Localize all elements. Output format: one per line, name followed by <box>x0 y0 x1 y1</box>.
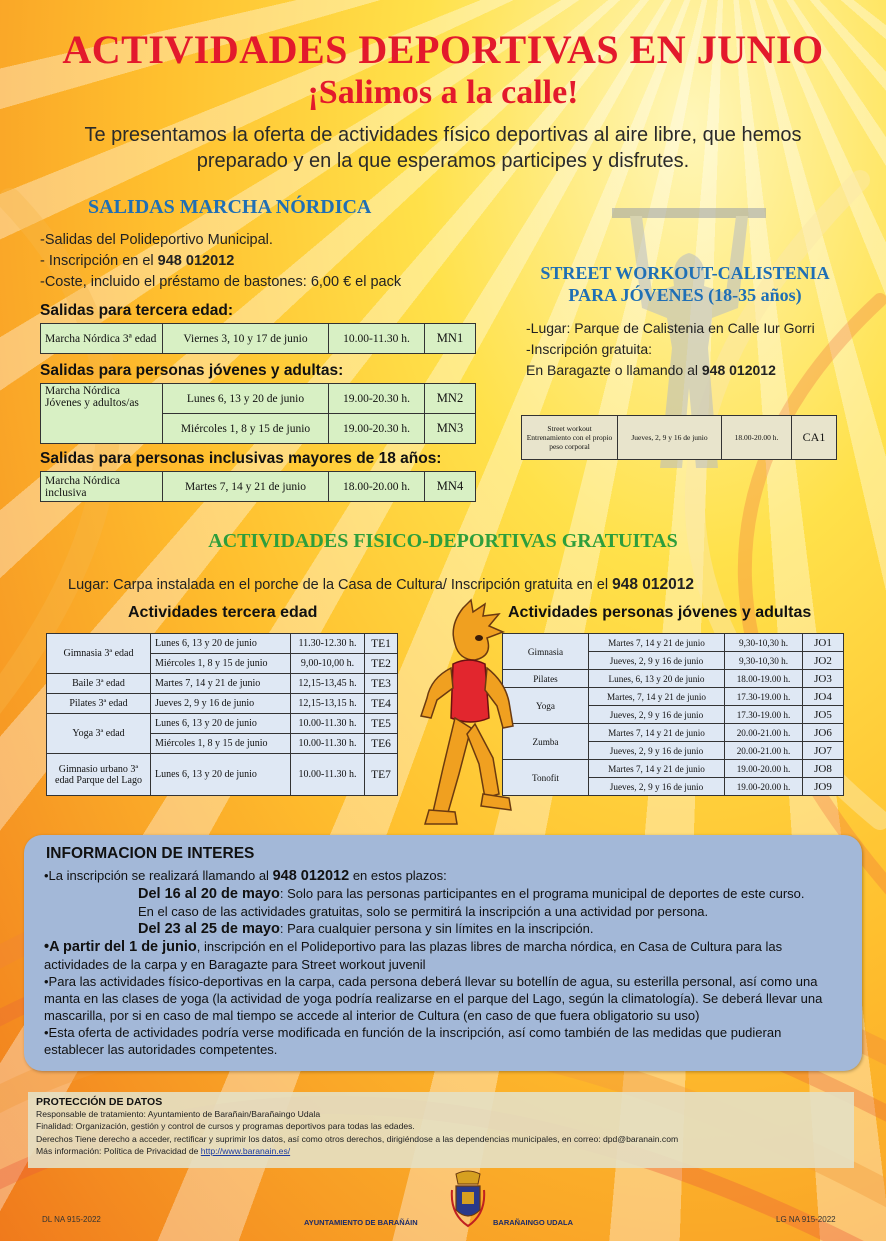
activity-name: Pilates <box>503 670 589 688</box>
activity-name: Marcha Nórdica Jóvenes y adultos/as <box>41 384 163 444</box>
nordic-registration-label: - Inscripción en el <box>40 253 154 269</box>
activity-days: Miércoles 1, 8 y 15 de junio <box>151 734 291 754</box>
privacy-line: Responsable de tratamiento: Ayuntamiento de Barañain/Barañaingo Udala <box>36 1109 321 1119</box>
info-text: : Para cualquier persona y sin límites en la inscripción. <box>279 921 594 936</box>
info-paragraph: •Esta oferta de actividades podría verse modificada en función de la inscripción, así como también de las medidas que pudieran establecer las autoridades competentes. <box>44 1025 782 1057</box>
activity-code: JO7 <box>803 742 844 760</box>
nordic-line <box>40 251 234 271</box>
table-row <box>503 670 844 688</box>
activity-days: Jueves, 2, 9 y 16 de junio <box>589 778 725 796</box>
activity-time: 10.00-11.30 h. <box>329 324 425 354</box>
activity-days: Lunes, 6, 13 y 20 de junio <box>589 670 725 688</box>
nordic-title: SALIDAS MARCHA NÓRDICA <box>88 196 372 218</box>
info-panel <box>24 835 862 1071</box>
activity-code: MN1 <box>425 324 476 354</box>
nordic-table-inclusive <box>40 471 476 502</box>
activity-days: Martes 7, 14 y 21 de junio <box>589 724 725 742</box>
nordic-line: -Salidas del Polideportivo Municipal. <box>40 232 273 248</box>
info-paragraph: En el caso de las actividades gratuitas, solo se permitirá la inscripción a una actividad por persona. <box>138 904 709 919</box>
activity-code: CA1 <box>792 416 837 460</box>
activity-time: 9,30-10,30 h. <box>725 634 803 652</box>
privacy-title: PROTECCIÓN DE DATOS <box>36 1096 163 1108</box>
info-date-range: Del 23 al 25 de mayo <box>138 921 280 937</box>
table-row <box>503 634 844 652</box>
privacy-text: Más información: Política de Privacidad de <box>36 1146 199 1157</box>
activity-days: Martes, 7, 14 y 21 de junio <box>589 688 725 706</box>
activity-time: 9,30-10,30 h. <box>725 652 803 670</box>
activity-code: MN2 <box>425 384 476 414</box>
street-registration-label: En Baragazte o llamando al <box>526 362 698 378</box>
intro-line: preparado y en la que esperamos participes y disfrutes. <box>196 150 690 172</box>
info-date-range: Del 16 al 20 de mayo <box>138 886 280 902</box>
activity-days: Lunes 6, 13 y 20 de junio <box>151 714 291 734</box>
info-title: INFORMACION DE INTERES <box>46 845 255 862</box>
council-name-es: AYUNTAMIENTO DE BARAÑÁIN <box>304 1218 418 1227</box>
activity-days: Lunes 6, 13 y 20 de junio <box>151 754 291 796</box>
activity-code: TE4 <box>365 694 398 714</box>
activity-days: Viernes 3, 10 y 17 de junio <box>163 324 329 354</box>
street-line: -Inscripción gratuita: <box>526 341 653 357</box>
activity-code: TE5 <box>365 714 398 734</box>
info-text: , inscripción en el Polideportivo para las plazas libres de marcha nórdica, en Casa de Cultura para las actividades de la carpa y en Baragazte para Street workout juvenil <box>44 939 783 972</box>
adult-activities-title: Actividades personas jóvenes y adultas <box>508 604 812 621</box>
activity-code: TE6 <box>365 734 398 754</box>
activity-time: 10.00-11.30 h. <box>291 734 365 754</box>
free-activities-place-label: Lugar: Carpa instalada en el porche de la Casa de Cultura/ Inscripción gratuita en el <box>68 577 609 593</box>
activity-code: TE1 <box>365 634 398 654</box>
activity-code: TE2 <box>365 654 398 674</box>
activity-days: Jueves, 2, 9 y 16 de junio <box>589 742 725 760</box>
activity-name: Gimnasia <box>503 634 589 670</box>
activity-code: JO5 <box>803 706 844 724</box>
activity-days: Miércoles 1, 8 y 15 de junio <box>163 414 329 444</box>
activity-name: Gimnasio urbano 3ª edad Parque del Lago <box>47 754 151 796</box>
nordic-group-title: Salidas para personas inclusivas mayores de 18 años: <box>40 450 442 467</box>
street-line: -Lugar: Parque de Calistenia en Calle Iur Gorri <box>526 320 815 336</box>
free-activities-title: ACTIVIDADES FISICO-DEPORTIVAS GRATUITAS <box>208 530 678 552</box>
table-row <box>503 724 844 742</box>
activity-days: Martes 7, 14 y 21 de junio <box>163 472 329 502</box>
senior-activities-title: Actividades tercera edad <box>128 604 318 621</box>
activity-name: Zumba <box>503 724 589 760</box>
info-paragraph <box>44 885 842 903</box>
activity-time: 10.00-11.30 h. <box>291 754 365 796</box>
activity-time: 18.00-20.00 h. <box>722 416 792 460</box>
activity-time: 17.30-19.00 h. <box>725 688 803 706</box>
street-table <box>521 415 837 460</box>
legal-deposit-right: LG NA 915-2022 <box>776 1215 836 1224</box>
info-text: •La inscripción se realizará llamando al <box>44 868 269 883</box>
activity-code: JO8 <box>803 760 844 778</box>
activity-code: MN4 <box>425 472 476 502</box>
privacy-line: Finalidad: Organización, gestión y control de cursos y programas deportivos para todas las edades. <box>36 1121 415 1132</box>
table-row <box>47 754 398 796</box>
table-row <box>503 688 844 706</box>
nordic-group-title: Salidas para tercera edad: <box>40 302 233 319</box>
activity-code: TE3 <box>365 674 398 694</box>
legal-deposit-left: DL NA 915-2022 <box>42 1215 101 1224</box>
activity-time: 12,15-13,45 h. <box>291 674 365 694</box>
table-row <box>47 714 398 734</box>
activity-code: TE7 <box>365 754 398 796</box>
activity-name: Yoga <box>503 688 589 724</box>
table-row <box>41 324 476 354</box>
activity-name: Pilates 3ª edad <box>47 694 151 714</box>
activity-days: Jueves 2, 9 y 16 de junio <box>151 694 291 714</box>
intro-line: Te presentamos la oferta de actividades físico deportivas al aire libre, que hemos <box>84 124 802 146</box>
privacy-line: Derechos Tiene derecho a acceder, rectificar y suprimir los datos, así como otros derechos, dirigiéndose a las dependencias municipales, en correo: dpd@baranain.com <box>36 1133 679 1144</box>
info-paragraph <box>44 867 842 885</box>
street-title <box>520 262 850 306</box>
intro-text <box>40 122 846 174</box>
table-row <box>47 694 398 714</box>
page-title: ACTIVIDADES DEPORTIVAS EN JUNIO <box>62 27 824 72</box>
senior-activities-table <box>46 633 398 796</box>
privacy-line <box>36 1145 846 1157</box>
adult-activities-table <box>502 633 844 796</box>
activity-code: MN3 <box>425 414 476 444</box>
table-row <box>503 760 844 778</box>
activity-days: Martes 7, 14 y 21 de junio <box>151 674 291 694</box>
activity-name: Gimnasia 3ª edad <box>47 634 151 674</box>
activity-days: Martes 7, 14 y 21 de junio <box>589 634 725 652</box>
table-row <box>47 634 398 654</box>
info-paragraph: •Para las actividades físico-deportivas en la carpa, cada persona deberá llevar su botellín de agua, su esterilla personal, así como una manta en las clases de yoga (la actividad de yoga podría realizarse en el parque del Lago, según la climatología). Se deberá llevar una mascarilla, por si en caso de mal tiempo se accede al interior de Cultura (en caso de que fuera obligatorio su uso) <box>44 974 823 1023</box>
nordic-table-senior <box>40 323 476 354</box>
activity-code: JO1 <box>803 634 844 652</box>
activity-time: 19.00-20.30 h. <box>329 384 425 414</box>
activity-code: JO9 <box>803 778 844 796</box>
activity-days: Lunes 6, 13 y 20 de junio <box>163 384 329 414</box>
activity-code: JO2 <box>803 652 844 670</box>
activity-name: Yoga 3ª edad <box>47 714 151 754</box>
activity-days: Miércoles 1, 8 y 15 de junio <box>151 654 291 674</box>
activity-time: 17.30-19.00 h. <box>725 706 803 724</box>
activity-time: 20.00-21.00 h. <box>725 724 803 742</box>
activity-time: 9,00-10,00 h. <box>291 654 365 674</box>
activity-time: 18.00-20.00 h. <box>329 472 425 502</box>
phone-number: 948 012012 <box>157 253 235 269</box>
council-name-eu: BARAÑAINGO UDALA <box>493 1218 573 1227</box>
info-paragraph <box>44 920 842 938</box>
activity-time: 19.00-20.30 h. <box>329 414 425 444</box>
data-protection-box <box>28 1092 854 1168</box>
activity-code: JO3 <box>803 670 844 688</box>
street-title-line: STREET WORKOUT-CALISTENIA <box>540 263 830 283</box>
page-subtitle: ¡Salimos a la calle! <box>307 74 579 111</box>
activity-days: Jueves, 2, 9 y 16 de junio <box>589 706 725 724</box>
nordic-line: -Coste, incluido el préstamo de bastones: 6,00 € el pack <box>40 274 402 290</box>
activity-time: 12,15-13,15 h. <box>291 694 365 714</box>
activity-days: Jueves, 2, 9 y 16 de junio <box>589 652 725 670</box>
running-mascot-icon <box>413 598 521 830</box>
privacy-link[interactable]: http://www.baranain.es/ <box>200 1146 291 1157</box>
activity-time: 11.30-12.30 h. <box>291 634 365 654</box>
nordic-group-title: Salidas para personas jóvenes y adultas: <box>40 362 344 379</box>
table-row <box>41 384 476 414</box>
nordic-table-adults <box>40 383 476 444</box>
coat-of-arms-icon <box>450 1170 486 1230</box>
activity-time: 10.00-11.30 h. <box>291 714 365 734</box>
phone-number: 948 012012 <box>612 576 694 593</box>
info-paragraph <box>44 938 842 973</box>
activity-name: Street workout Entrenamiento con el propio peso corporal <box>522 416 618 460</box>
info-text: en estos plazos: <box>352 868 447 883</box>
info-text: : Solo para las personas participantes en el programa municipal de deportes de este curso. <box>279 886 805 901</box>
street-title-line: PARA JÓVENES (18-35 años) <box>568 285 802 305</box>
table-row <box>522 416 837 460</box>
activity-days: Jueves, 2, 9 y 16 de junio <box>618 416 722 460</box>
free-activities-place <box>68 575 694 595</box>
activity-name: Marcha Nórdica inclusiva <box>41 472 163 502</box>
activity-name: Marcha Nórdica 3ª edad <box>41 324 163 354</box>
table-row <box>47 674 398 694</box>
activity-code: JO4 <box>803 688 844 706</box>
phone-number: 948 012012 <box>701 362 776 378</box>
activity-time: 19.00-20.00 h. <box>725 760 803 778</box>
activity-time: 18.00-19.00 h. <box>725 670 803 688</box>
activity-name: Baile 3ª edad <box>47 674 151 694</box>
phone-number: 948 012012 <box>272 868 350 884</box>
activity-code: JO6 <box>803 724 844 742</box>
street-line <box>526 360 776 380</box>
info-date-range: •A partir del 1 de junio <box>44 939 197 955</box>
table-row <box>41 472 476 502</box>
activity-time: 20.00-21.00 h. <box>725 742 803 760</box>
activity-days: Lunes 6, 13 y 20 de junio <box>151 634 291 654</box>
activity-time: 19.00-20.00 h. <box>725 778 803 796</box>
activity-name: Tonofit <box>503 760 589 796</box>
activity-days: Martes 7, 14 y 21 de junio <box>589 760 725 778</box>
